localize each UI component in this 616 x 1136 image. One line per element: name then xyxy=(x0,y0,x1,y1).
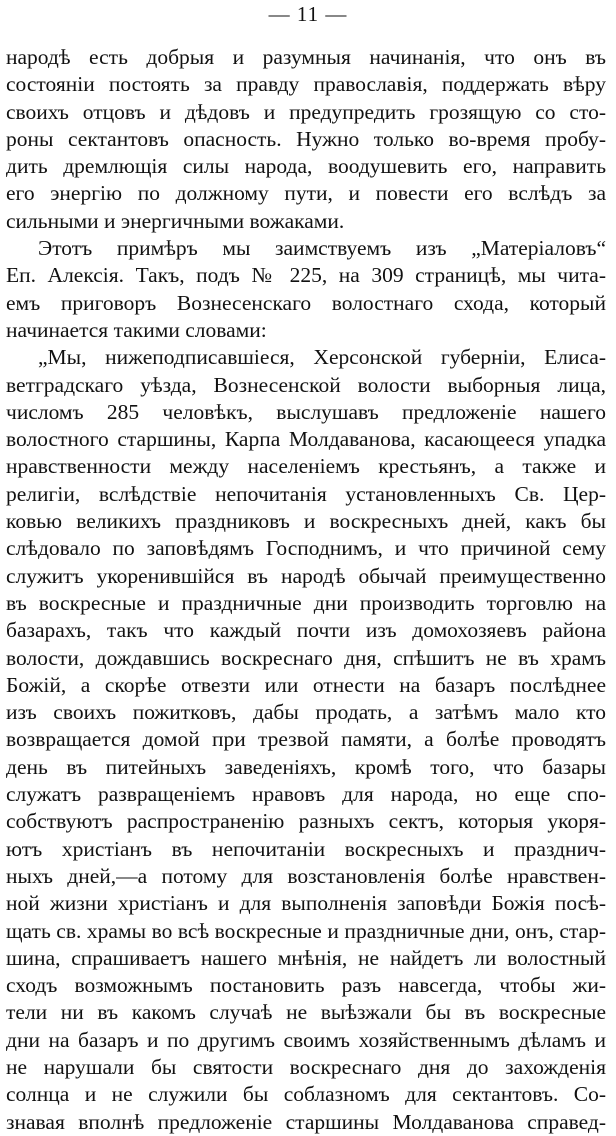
text-line: не нарушали бы святости воскреснаго дня до захожденія xyxy=(6,1054,606,1079)
text-line: собствуютъ распространенію разныхъ сектъ, которыя укоря- xyxy=(6,809,606,834)
text-line: начинается такими словами: xyxy=(6,317,267,342)
text-line: знавая вполнѣ предложеніе старшины Молдаванова справед- xyxy=(6,1109,606,1134)
text-line: ныхъ дней,—а потому для возстановленія болѣе нравствен- xyxy=(6,863,606,888)
text-line: слѣдовало по заповѣдямъ Господнимъ, и что причиной сему xyxy=(6,536,606,561)
text-line: своихъ отцовъ и дѣдовъ и предупредить грозящую со сто- xyxy=(6,99,606,124)
text-line: служитъ укоренившійся въ народѣ обычай преимущественно xyxy=(6,563,606,588)
text-line: дить дремлющія силы народа, воодушевить его, направить xyxy=(6,154,606,179)
text-line: состояніи постоять за правду православія, поддержать вѣру xyxy=(6,72,606,97)
body-text xyxy=(6,44,606,1136)
text-line: служатъ развращеніемъ нравовъ для народа, но еще спо- xyxy=(6,782,606,807)
text-line: сильными и энергичными вожаками. xyxy=(6,208,345,233)
text-line: числомъ 285 человѣкъ, выслушавъ предложеніе нашего xyxy=(6,399,606,424)
text-line: нравственности между населеніемъ крестьянъ, а также и xyxy=(6,454,606,479)
text-line: сходъ возможнымъ постановить разъ навсегда, чтобы жи- xyxy=(6,973,606,998)
text-line: ютъ христіанъ въ непочитаніи воскресныхъ и празднич- xyxy=(6,836,606,861)
text-line: дни на базаръ и по другимъ своимъ хозяйственнымъ дѣламъ и xyxy=(6,1027,606,1052)
text-line: Божій, а скорѣе отвезти или отнести на базаръ послѣднее xyxy=(6,672,606,697)
text-line: народѣ есть добрыя и разумныя начинанія, что онъ въ xyxy=(6,45,606,69)
text-line: базарахъ, такъ что каждый почти изъ домохозяевъ района xyxy=(6,618,606,643)
text-line: Еп. Алексія. Такъ, подъ № 225, на 309 страницѣ, мы чита- xyxy=(6,263,606,288)
text-line: роны сектантовъ опасность. Нужно только во-время пробу- xyxy=(6,126,606,151)
text-line: емъ приговоръ Вознесенскаго волостнаго схода, который xyxy=(6,290,606,315)
text-line: шина, спрашиваетъ нашего мнѣнія, не найдетъ ли волостный xyxy=(6,945,606,970)
text-line: ковью великихъ праздниковъ и воскресныхъ дней, какъ бы xyxy=(6,509,606,534)
text-line: религіи, вслѣдствіе непочитанія установленныхъ Св. Цер- xyxy=(6,481,606,506)
text-line: возвращается домой при трезвой памяти, а болѣе проводятъ xyxy=(6,727,606,752)
text-line: тели ни въ какомъ случаѣ не выѣзжали бы въ воскресные xyxy=(6,1000,606,1025)
text-line: щать св. храмы во всѣ воскресные и праздничные дни, онъ, стар- xyxy=(6,918,606,943)
text-line: его энергію по должному пути, и повести его вслѣдъ за xyxy=(6,181,606,206)
text-line: солнца и не служили бы соблазномъ для сектантовъ. Со- xyxy=(6,1082,606,1107)
text-line: изъ своихъ пожитковъ, дабы продать, а затѣмъ мало кто xyxy=(6,700,606,725)
paragraph-start-line: Этотъ примѣръ мы заимствуемъ изъ „Матеріаловъ“ xyxy=(38,236,606,261)
text-line: въ воскресные и праздничные дни производить торговлю на xyxy=(6,590,606,615)
text-line: волости, дождавшись воскреснаго дня, спѣшитъ не въ храмъ xyxy=(6,645,606,670)
text-line: ветградскаго уѣзда, Вознесенской волости выборныя лица, xyxy=(6,372,606,397)
text-line: волостного старшины, Карпа Молдаванова, касающееся упадка xyxy=(6,427,606,452)
text-line: день въ питейныхъ заведеніяхъ, кромѣ того, что базары xyxy=(6,754,606,779)
page-number: — 11 — xyxy=(268,2,348,26)
paragraph-start-line: „Мы, нижеподписавшіеся, Херсонской губерніи, Елиса- xyxy=(38,345,606,370)
text-line: ной жизни христіанъ и для выполненія заповѣди Божія посѣ- xyxy=(6,891,606,916)
